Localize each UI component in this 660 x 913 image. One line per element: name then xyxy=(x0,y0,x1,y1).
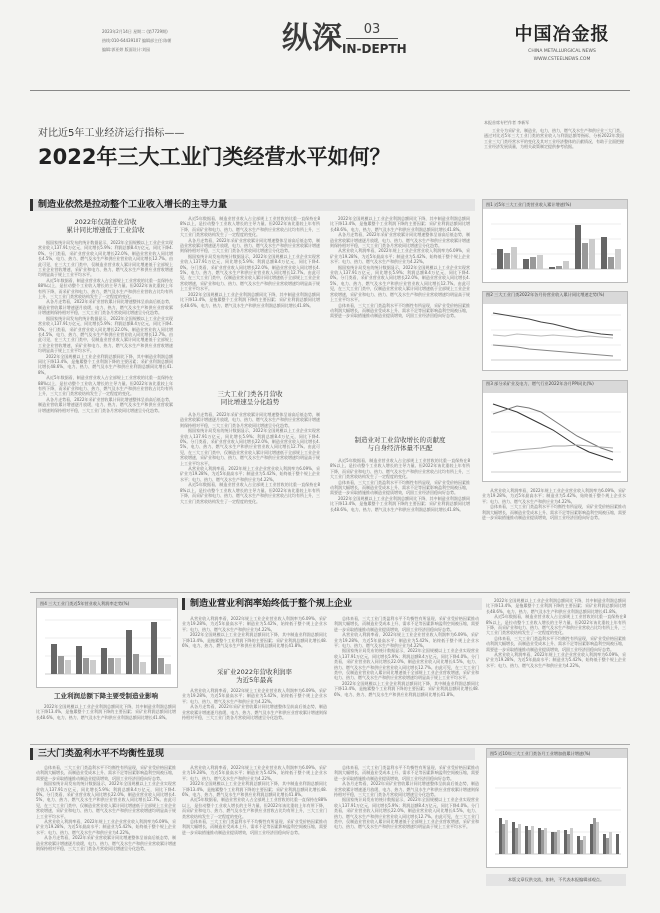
paragraph: 从近5年数据看，制造业营业收入占全部规上工业营收的比重一直保持在88%以上，是拉动整个工业收入增长的主导力量。但2022年该比重较上年有所下降，而采矿业和电力、热力、燃气及水生产和供应业营收占比均有所上升，三大工业门类营收结构发生了一定程度的变化。 xyxy=(180,482,320,504)
sidebar-intro xyxy=(484,128,624,172)
bar xyxy=(505,820,508,854)
chart-4-title: 图4 三大工业门类近5年营业收入利润率走势(%) xyxy=(37,599,177,608)
bar xyxy=(606,838,609,854)
bar xyxy=(601,237,607,269)
sidebar-byline: 本报首席专栏作者 李新军 xyxy=(484,120,530,125)
bar xyxy=(609,832,612,854)
article-column-6b xyxy=(182,688,327,738)
paragraph: 从各月走势看，2022年采矿业营收累计同比增速整体呈前高后低态势，制造业营收累计增速逐月放缓，电力、热力、燃气及水生产和供应业营收累计增速则保持相对平稳，三大工业门类各月营收同比增速呈分化趋势。 xyxy=(330,232,470,249)
bar xyxy=(108,658,114,674)
article-column-11 xyxy=(334,765,479,900)
bar xyxy=(551,832,554,854)
bar xyxy=(140,662,146,674)
bar xyxy=(557,830,560,854)
bar xyxy=(615,249,621,269)
series-line-mining xyxy=(493,313,613,335)
bar xyxy=(544,828,547,854)
paragraph: 据国家统计局发布的统计数据显示，2022年全国规模以上工业企业实现营业收入137.91万亿元，同比增长5.9%；利润总额8.4万亿元，同比下降4.0%。分门类看，采矿业营业收入同比增长22.0%，制造业营业收入同比增长4.5%，电力、热力、燃气及水生产和供应业营业收入同比增长12.7%。由此可见，在三大工业门类中，仅制造业营业收入累计同比增速低于全部规上工业企业营收增速，采矿业和电力、热力、燃气及水生产和供应业营收增速均明显高于规上工业平均水平。 xyxy=(180,428,320,466)
chart-2-plot xyxy=(483,305,627,369)
article-column-1 xyxy=(38,240,173,578)
masthead-header xyxy=(0,0,660,92)
subhead-3 xyxy=(330,436,470,452)
bar xyxy=(608,257,614,269)
bar xyxy=(76,646,82,674)
paragraph: 从营业收入利润率看，2022年规上工业企业营业收入利润率为6.09%，采矿业为19.28%，为近5年最高水平；制造业为5.42%，始终低于整个规上企业水平；电力、热力、燃气及水生产和供应业为4.22%。 xyxy=(482,488,626,504)
section-header-2 xyxy=(182,598,482,610)
bar xyxy=(577,836,580,854)
bar xyxy=(504,253,510,269)
subhead-5-text: 采矿业2022年营收利润率 为近5年最高 xyxy=(216,668,293,684)
subhead-4 xyxy=(36,692,176,700)
paragraph: 从各月走势看，2022年采矿业营收累计同比增速整体呈前高后低态势，制造业营收累计增速逐月放缓，电力、热力、燃气及水生产和供应业营收累计增速则保持相对平稳，三大工业门类各月营收同比增速呈分化趋势。 xyxy=(38,396,173,413)
section-bar xyxy=(30,748,33,760)
section-title-3: 三大门类盈利水平不均衡性显现 xyxy=(38,749,165,759)
article-column-4 xyxy=(482,488,626,578)
bar xyxy=(603,834,606,854)
bar xyxy=(83,658,89,674)
header-rule xyxy=(30,90,630,91)
paragraph: 从各月走势看，2022年采矿业营收累计同比增速整体呈前高后低态势，制造业营收累计增速逐月放缓，电力、热力、燃气及水生产和供应业营收累计增速则保持相对平稳，三大工业门类各月营收同比增速呈分化趋势。 xyxy=(36,835,176,852)
bar xyxy=(616,834,619,854)
bar xyxy=(151,622,157,674)
bar xyxy=(165,664,171,674)
headline-kicker: 对比近5年工业经济运行指标—— xyxy=(38,128,185,139)
chart-5-plot xyxy=(487,758,627,866)
paragraph: 2022年全国规模以上工业企业利润总额同比下降，其中制造业利润总额同比下降13.4%，是拖累整个工业利润下降的主要因素；采矿业利润总额同比增长48.6%，电力、热力、燃气及水生产和供应业利润总额同比增长41.8%。 xyxy=(334,680,479,697)
paragraph: 从近5年数据看，制造业营业收入占全部规上工业营收的比重一直保持在88%以上，是拉动整个工业收入增长的主导力量。但2022年该比重较上年有所下降，而采矿业和电力、热力、燃气及水生产和供应业营收占比均有所上升，三大工业门类营收结构发生了一定程度的变化。 xyxy=(182,797,327,819)
section-header-3 xyxy=(30,748,475,760)
subhead-4-text: 工业利润总额下降主要受制造业影响 xyxy=(54,692,158,700)
series-line-manufacturing xyxy=(493,345,613,356)
bar xyxy=(590,824,593,854)
paragraph: 总体来看，三大工业门类盈利水平不均衡性有所显现，采矿业受价格因素推动利润大幅增长，而制造业受成本上升、需求不足等因素影响盈利空间被压缩，需要进一步采取措施推动制造业提质增效，巩固工业经济回稳向好态势。 xyxy=(334,765,479,781)
paragraph: 从近5年数据看，制造业营业收入占全部规上工业营收的比重一直保持在88%以上，是拉动整个工业收入增长的主导力量。但2022年该比重较上年有所下降，而采矿业和电力、热力、燃气及水生产和供应业营收占比均有所上升，三大工业门类营收结构发生了一定程度的变化。 xyxy=(38,277,173,300)
bar xyxy=(541,830,544,854)
paragraph: 总体来看，三大工业门类盈利水平不均衡性有所显现，采矿业受价格因素推动利润大幅增长，而制造业受成本上升、需求不足等因素影响盈利空间被压缩，需要进一步采取措施推动制造业提质增效，巩固工业经济回稳向好态势。 xyxy=(334,616,479,632)
paragraph: 从近5年数据看，制造业营业收入占全部规上工业营收的比重一直保持在88%以上，是拉动整个工业收入增长的主导力量。但2022年该比重较上年有所下降，而采矿业和电力、热力、燃气及水生产和供应业营收占比均有所上升，三大工业门类营收结构发生了一定程度的变化。 xyxy=(38,375,173,397)
paragraph: 总体来看，三大工业门类盈利水平不均衡性有所显现，采矿业受价格因素推动利润大幅增长，而制造业受成本上升、需求不足等因素影响盈利空间被压缩，需要进一步采取措施推动制造业提质增效，巩固工业经济回稳向好态势。 xyxy=(486,635,626,652)
chart-1-plot xyxy=(483,209,627,281)
bar xyxy=(512,822,515,854)
paragraph: 据国家统计局发布的统计数据显示，2022年全国规模以上工业企业实现营业收入137.91万亿元，同比增长5.9%；利润总额8.4万亿元，同比下降4.0%。分门类看，采矿业营业收入同比增长22.0%，制造业营业收入同比增长4.5%，电力、热力、燃气及水生产和供应业营业收入同比增长12.7%。由此可见，在三大工业门类中，仅制造业营业收入累计同比增速低于全部规上工业企业营收增速，采矿业和电力、热力、燃气及水生产和供应业营收增速均明显高于规上工业平均水平。 xyxy=(334,648,479,681)
bar xyxy=(564,830,567,854)
subhead-2 xyxy=(180,390,320,406)
page-number: 03 xyxy=(363,22,381,37)
paragraph: 总体来看，三大工业门类盈利水平不均衡性有所显现，采矿业受价格因素推动利润大幅增长，而制造业受成本上升、需求不足等因素影响盈利空间被压缩，需要进一步采取措施推动制造业提质增效，巩固工业经济回稳向好态势。 xyxy=(330,479,470,496)
bar xyxy=(531,826,534,854)
paragraph: 2022年全国规模以上工业企业利润总额同比下降，其中制造业利润总额同比下降13.4%，是拖累整个工业利润下降的主要因素；采矿业利润总额同比增长48.6%，电力、热力、燃气及水生产和供应业利润总额同比增长41.8%。 xyxy=(38,353,173,375)
bar xyxy=(523,259,529,269)
article-column-10 xyxy=(182,765,327,900)
subhead-1 xyxy=(38,218,173,234)
paragraph: 2022年全国规模以上工业企业利润总额同比下降，其中制造业利润总额同比下降13.4%，是拖累整个工业利润下降的主要因素；采矿业利润总额同比增长48.6%，电力、热力、燃气及水生产和供应业利润总额同比增长41.8%。 xyxy=(182,632,327,649)
paragraph: 从各月走势看，2022年采矿业营收累计同比增速整体呈前高后低态势，制造业营收累计增速逐月放缓，电力、热力、燃气及水生产和供应业营收累计增速则保持相对平稳，三大工业门类各月营收同比增速呈分化趋势。 xyxy=(38,299,173,316)
bar xyxy=(58,656,64,674)
bar xyxy=(538,828,541,854)
bar xyxy=(126,630,132,674)
article-column-2 xyxy=(180,216,320,386)
section-title-1: 制造业依然是拉动整个工业收入增长的主导力量 xyxy=(38,200,228,210)
bar xyxy=(563,261,569,269)
bar xyxy=(593,818,596,854)
bar xyxy=(528,830,531,854)
paragraph: 2022年全国规模以上工业企业利润总额同比下降，其中制造业利润总额同比下降13.4%，是拖累整个工业利润下降的主要因素；采矿业利润总额同比增长48.6%，电力、热力、燃气及水生产和供应业利润总额同比增长41.8%。 xyxy=(180,291,320,308)
sidebar-intro-text: 工业分为采矿业，制造业，电力，热力，燃气及水生产和供应业三大门类。通过对比近5年三大工业门类的营业收入与利润总额等指标，分析2022年我国工业三大门类经营水平的变化及其对工业经济整体的贡献情况，有助于全面把握工业经济发展质量，为相关政策制定提供参考依据。 xyxy=(484,128,624,150)
chart-4-plot xyxy=(37,608,177,686)
chart-5 xyxy=(486,748,628,868)
series-line-oil xyxy=(493,406,613,452)
paragraph: 总体来看，三大工业门类盈利水平不均衡性有所显现，采矿业受价格因素推动利润大幅增长，而制造业受成本上升、需求不足等因素影响盈利空间被压缩，需要进一步采取措施推动制造业提质增效，巩固工业经济回稳向好态势。 xyxy=(330,302,470,319)
paragraph: 2022年全国规模以上工业企业利润总额同比下降，其中制造业利润总额同比下降13.4%，是拖累整个工业利润下降的主要因素；采矿业利润总额同比增长48.6%，电力、热力、燃气及水生产和供应业利润总额同比增长41.8%。 xyxy=(330,495,470,512)
chart-2 xyxy=(482,291,628,371)
paragraph: 据国家统计局发布的统计数据显示，2022年全国规模以上工业企业实现营业收入137.91万亿元，同比增长5.9%；利润总额8.4万亿元，同比下降4.0%。分门类看，采矿业营业收入同比增长22.0%，制造业营业收入同比增长4.5%，电力、热力、燃气及水生产和供应业营业收入同比增长12.7%。由此可见，在三大工业门类中，仅制造业营业收入累计同比增速低于全部规上工业企业营收增速，采矿业和电力、热力、燃气及水生产和供应业营收增速均明显高于规上工业平均水平。 xyxy=(180,253,320,292)
masthead-english: CHINA METALLURGICAL NEWS xyxy=(528,49,596,54)
paragraph: 从近5年数据看，制造业营业收入占全部规上工业营收的比重一直保持在88%以上，是拉动整个工业收入增长的主导力量。但2022年该比重较上年有所下降，而采矿业和电力、热力、燃气及水生产和供应业营收占比均有所上升，三大工业门类营收结构发生了一定程度的变化。 xyxy=(180,216,320,238)
paragraph: 据国家统计局发布的统计数据显示，2022年全国规模以上工业企业实现营业收入137.91万亿元，同比增长5.9%；利润总额8.4万亿元，同比下降4.0%。分门类看，采矿业营业收入同比增长22.0%，制造业营业收入同比增长4.5%，电力、热力、燃气及水生产和供应业营业收入同比增长12.7%。由此可见，在三大工业门类中，仅制造业营业收入累计同比增速低于全部规上工业企业营收增速，采矿业和电力、热力、燃气及水生产和供应业营收增速均明显高于规上工业平均水平。 xyxy=(334,797,479,830)
bar xyxy=(65,660,71,674)
website-link[interactable]: WWW.CSTEELNEWS.COM xyxy=(533,57,591,62)
paragraph: 从营业收入利润率看，2022年规上工业企业营业收入利润率为6.09%，采矿业为19.28%，为近5年最高水平；制造业为5.42%，始终低于整个规上企业水平；电力、热力、燃气及水生产和供应业为4.22%。 xyxy=(330,248,470,265)
section-title: 纵深 xyxy=(282,21,342,56)
paragraph: 从各月走势看，2022年采矿业营收累计同比增速整体呈前高后低态势，制造业营收累计增速逐月放缓，电力、热力、燃气及水生产和供应业营收累计增速则保持相对平稳，三大工业门类各月营收同比增速呈分化趋势。 xyxy=(334,781,479,798)
paragraph: 从各月走势看，2022年采矿业营收累计同比增速整体呈前高后低态势，制造业营收累计增速逐月放缓，电力、热力、燃气及水生产和供应业营收累计增速则保持相对平稳，三大工业门类各月营收同比增速呈分化趋势。 xyxy=(182,704,327,721)
subhead-2-text: 三大工业门类各月营收 同比增速呈分化趋势 xyxy=(217,390,283,406)
paragraph: 总体来看，三大工业门类盈利水平不均衡性有所显现，采矿业受价格因素推动利润大幅增长，而制造业受成本上升、需求不足等因素影响盈利空间被压缩，需要进一步采取措施推动制造业提质增效，巩固工业经济回稳向好态势。 xyxy=(36,765,176,781)
bar xyxy=(556,266,562,269)
section-divider xyxy=(30,592,630,593)
section-bar xyxy=(30,199,33,211)
paragraph: 从近5年数据看，制造业营业收入占全部规上工业营收的比重一直保持在88%以上，是拉动整个工业收入增长的主导力量。但2022年该比重较上年有所下降，而采矿业和电力、热力、燃气及水生产和供应业营收占比均有所上升，三大工业门类营收结构发生了一定程度的变化。 xyxy=(486,614,626,636)
section-english: IN-DEPTH xyxy=(342,42,407,56)
bar xyxy=(515,828,518,854)
chart-5-title: 图5 近10年三大工业门类各月工业增加值累计增速(%) xyxy=(487,749,627,758)
subhead-3-text: 制造业对工业营收增长的贡献度 与自身经济体量不匹配 xyxy=(354,436,446,452)
chart-1-title: 图1 近5年三大工业门类营业收入累计增速(%) xyxy=(483,200,627,209)
bar xyxy=(101,648,107,674)
footer-note-text: 本版文章仅供交流，如转，不代表本报编辑部观点。 xyxy=(507,877,605,882)
article-column-3b xyxy=(330,458,470,578)
section-header-1 xyxy=(30,199,475,211)
paragraph: 总体来看，三大工业门类盈利水平不均衡性有所显现，采矿业受价格因素推动利润大幅增长，而制造业受成本上升、需求不足等因素影响盈利空间被压缩，需要进一步采取措施推动制造业提质增效，巩固工业经济回稳向好态势。 xyxy=(482,504,626,521)
bar xyxy=(570,828,573,854)
bar xyxy=(583,836,586,854)
series-line-utilities xyxy=(493,334,613,338)
editor-info: 编辑:郭亚婷 版面设计:刘园 xyxy=(102,47,150,52)
section-title-2: 制造业营业利润率始终低于整个规上企业 xyxy=(190,599,353,609)
masthead-logo: 中国冶金报 xyxy=(514,24,610,45)
bar xyxy=(158,658,164,674)
bar xyxy=(502,824,505,854)
paragraph: 从营业收入利润率看，2022年规上工业企业营业收入利润率为6.09%，采矿业为19.28%，为近5年最高水平；制造业为5.42%，始终低于整个规上企业水平；电力、热力、燃气及水生产和供应业为4.22%。 xyxy=(36,819,176,835)
paragraph: 从各月走势看，2022年采矿业营收累计同比增速整体呈前高后低态势，制造业营收累计增速逐月放缓，电力、热力、燃气及水生产和供应业营收累计增速则保持相对平稳，三大工业门类各月营收同比增速呈分化趋势。 xyxy=(180,237,320,254)
issue-date: 2023年2月14日 星期二 (第7729期) xyxy=(102,29,168,34)
article-column-8 xyxy=(486,598,626,738)
article-column-7 xyxy=(334,616,479,738)
paragraph: 从营业收入利润率看，2022年规上工业企业营业收入利润率为6.09%，采矿业为19.28%，为近5年最高水平；制造业为5.42%，始终低于整个规上企业水平；电力、热力、燃气及水生产和供应业为4.22%。 xyxy=(182,688,327,704)
paragraph: 2022年全国规模以上工业企业利润总额同比下降，其中制造业利润总额同比下降13.4%，是拖累整个工业利润下降的主要因素；采矿业利润总额同比增长48.6%，电力、热力、燃气及水生产和供应业利润总额同比增长41.8%。 xyxy=(182,781,327,798)
paragraph: 从营业收入利润率看，2022年规上工业企业营业收入利润率为6.09%，采矿业为19.28%，为近5年最高水平；制造业为5.42%，始终低于整个规上企业水平；电力、热力、燃气及水生产和供应业为4.22%。 xyxy=(334,632,479,649)
bar xyxy=(582,243,588,269)
hotline: 热线:010-64439107 编辑部主任:陈朝 xyxy=(102,38,172,43)
bar xyxy=(567,834,570,854)
paragraph: 据国家统计局发布的统计数据显示，2022年全国规模以上工业企业实现营业收入137.91万亿元，同比增长5.9%；利润总额8.4万亿元，同比下降4.0%。分门类看，采矿业营业收入同比增长22.0%，制造业营业收入同比增长4.5%，电力、热力、燃气及水生产和供应业营业收入同比增长12.7%。由此可见，在三大工业门类中，仅制造业营业收入累计同比增速低于全部规上工业企业营收增速，采矿业和电力、热力、燃气及水生产和供应业营收增速均明显高于规上工业平均水平。 xyxy=(36,781,176,819)
paragraph: 2022年全国规模以上工业企业利润总额同比下降，其中制造业利润总额同比下降13.4%，是拖累整个工业利润下降的主要因素；采矿业利润总额同比增长48.6%，电力、热力、燃气及水生产和供应业利润总额同比增长41.8%。 xyxy=(330,216,470,232)
paragraph: 从营业收入利润率看，2022年规上工业企业营业收入利润率为6.09%，采矿业为19.28%，为近5年最高水平；制造业为5.42%，始终低于整个规上企业水平；电力、热力、燃气及水生产和供应业为4.22%。 xyxy=(182,765,327,781)
paragraph: 从各月走势看，2022年采矿业营收累计同比增速整体呈前高后低态势，制造业营收累计增速逐月放缓，电力、热力、燃气及水生产和供应业营收累计增速则保持相对平稳，三大工业门类各月营收同比增速呈分化趋势。 xyxy=(180,412,320,428)
paragraph: 从营业收入利润率看，2022年规上工业企业营业收入利润率为6.09%，采矿业为19.28%，为近5年最高水平；制造业为5.42%，始终低于整个规上企业水平；电力、热力、燃气及水生产和供应业为4.22%。 xyxy=(182,616,327,632)
article-column-5 xyxy=(36,704,176,738)
bar xyxy=(575,225,581,269)
paragraph: 据国家统计局发布的统计数据显示，2022年全国规模以上工业企业实现营业收入137.91万亿元，同比增长5.9%；利润总额8.4万亿元，同比下降4.0%。分门类看，采矿业营业收入同比增长22.0%，制造业营业收入同比增长4.5%，电力、热力、燃气及水生产和供应业营业收入同比增长12.7%。由此可见，在三大工业门类中，仅制造业营业收入累计同比增速低于全部规上工业企业营收增速，采矿业和电力、热力、燃气及水生产和供应业营收增速均明显高于规上工业平均水平。 xyxy=(38,315,173,354)
paragraph: 据国家统计局发布的统计数据显示，2022年全国规模以上工业企业实现营业收入137.91万亿元，同比增长5.9%；利润总额8.4万亿元，同比下降4.0%。分门类看，采矿业营业收入同比增长22.0%，制造业营业收入同比增长4.5%，电力、热力、燃气及水生产和供应业营业收入同比增长12.7%。由此可见，在三大工业门类中，仅制造业营业收入累计同比增速低于全部规上工业企业营收增速，采矿业和电力、热力、燃气及水生产和供应业营收增速均明显高于规上工业平均水平。 xyxy=(330,264,470,303)
paragraph: 总体来看，三大工业门类盈利水平不均衡性有所显现，采矿业受价格因素推动利润大幅增长，而制造业受成本上升、需求不足等因素影响盈利空间被压缩，需要进一步采取措施推动制造业提质增效，巩固工业经济回稳向好态势。 xyxy=(182,819,327,835)
bar xyxy=(133,654,139,674)
bar xyxy=(518,824,521,854)
paragraph: 据国家统计局发布的统计数据显示，2022年全国规模以上工业企业实现营业收入137.91万亿元，同比增长5.9%；利润总额8.4万亿元，同比下降4.0%。分门类看，采矿业营业收入同比增长22.0%，制造业营业收入同比增长4.5%，电力、热力、燃气及水生产和供应业营业收入同比增长12.7%。由此可见，在三大工业门类中，仅制造业营业收入累计同比增速低于全部规上工业企业营收增速，采矿业和电力、热力、燃气及水生产和供应业营收增速均明显高于规上工业平均水平。 xyxy=(38,240,173,278)
bar xyxy=(530,257,536,269)
bar xyxy=(580,840,583,854)
paragraph: 从近5年数据看，制造业营业收入占全部规上工业营收的比重一直保持在88%以上，是拉动整个工业收入增长的主导力量。但2022年该比重较上年有所下降，而采矿业和电力、热力、燃气及水生产和供应业营收占比均有所上升，三大工业门类营收结构发生了一定程度的变化。 xyxy=(330,458,470,480)
bar xyxy=(589,239,595,269)
article-column-2b xyxy=(180,412,320,578)
bar xyxy=(499,818,502,854)
bar xyxy=(497,249,503,269)
series-line-power xyxy=(493,445,613,454)
footer-note xyxy=(486,874,626,886)
bar xyxy=(115,658,121,674)
bar xyxy=(525,826,528,854)
section-bar xyxy=(182,598,185,610)
chart-4 xyxy=(36,598,178,688)
subhead-1-text: 2022年仅制造业营收 累计同比增速低于工业营收 xyxy=(66,218,145,234)
bar xyxy=(511,247,517,269)
paragraph: 从营业收入利润率看，2022年规上工业企业营业收入利润率为6.09%，采矿业为19.28%，为近5年最高水平；制造业为5.42%，始终低于整个规上企业水平；电力、热力、燃气及水生产和供应业为4.22%。 xyxy=(486,652,626,668)
bar xyxy=(596,822,599,854)
paragraph: 2022年全国规模以上工业企业利润总额同比下降，其中制造业利润总额同比下降13.4%，是拖累整个工业利润下降的主要因素；采矿业利润总额同比增长48.6%，电力、热力、燃气及水生产和供应业利润总额同比增长41.8%。 xyxy=(36,704,176,720)
subhead-5 xyxy=(182,668,327,684)
article-column-6 xyxy=(182,616,327,666)
article-column-3 xyxy=(330,216,470,431)
paragraph: 从营业收入利润率看，2022年规上工业企业营业收入利润率为6.09%，采矿业为19.28%，为近5年最高水平；制造业为5.42%，始终低于整个规上企业水平；电力、热力、燃气及水生产和供应业为4.22%。 xyxy=(180,466,320,482)
chart-1 xyxy=(482,199,628,283)
headline-title: 2022年三大工业门类经营水平如何？ xyxy=(38,145,391,169)
bar xyxy=(90,660,96,674)
bar xyxy=(51,644,57,674)
chart-2-title: 图2 三大工业门类2022年各月份营业收入累计同比增速走势(%) xyxy=(483,292,627,304)
bar xyxy=(549,267,555,269)
article-column-9 xyxy=(36,765,176,900)
page-number-rule xyxy=(346,38,398,39)
bar xyxy=(537,255,543,269)
chart-3-plot xyxy=(483,394,627,480)
section-divider xyxy=(30,744,630,745)
paragraph: 2022年全国规模以上工业企业利润总额同比下降，其中制造业利润总额同比下降13.4%，是拖累整个工业利润下降的主要因素；采矿业利润总额同比增长48.6%，电力、热力、燃气及水生产和供应业利润总额同比增长41.8%。 xyxy=(486,598,626,614)
chart-3-title: 图3 部分采矿业及电力、燃气行业2022年各月PPI同比(%) xyxy=(483,381,627,393)
bar xyxy=(554,832,557,854)
chart-3 xyxy=(482,380,628,482)
